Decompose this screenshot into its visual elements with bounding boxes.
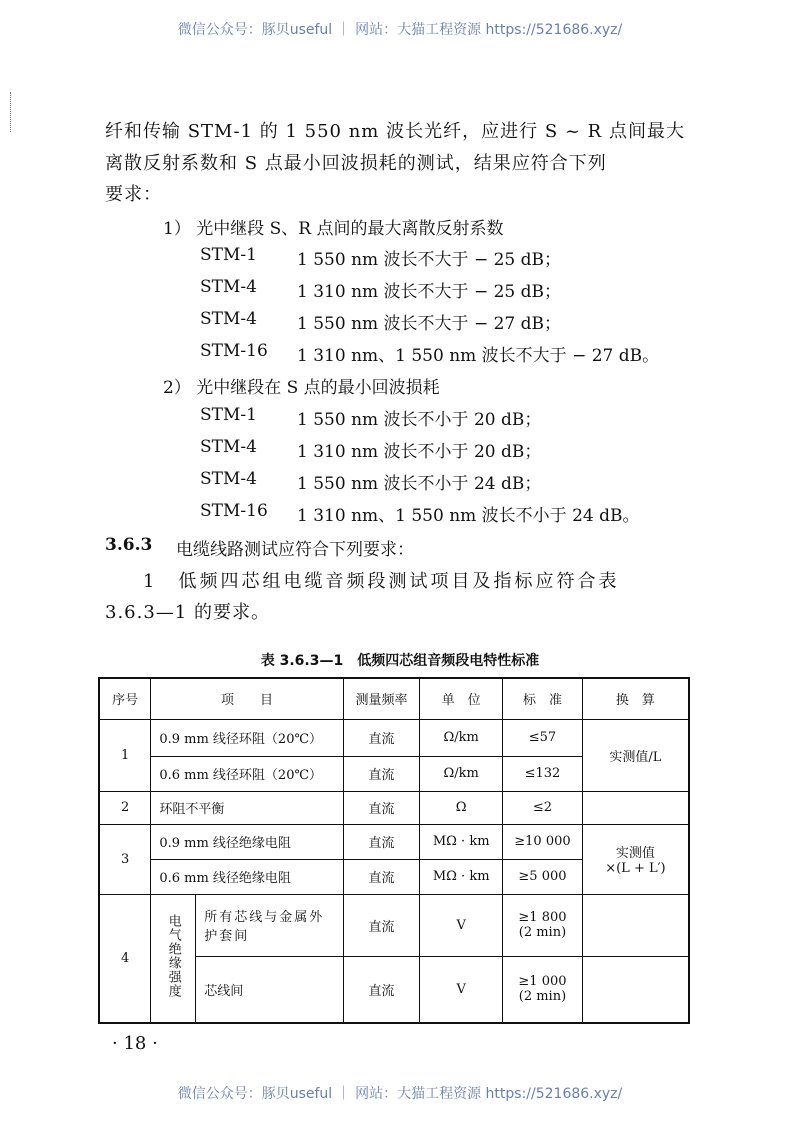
cell-freq: 直流 xyxy=(343,956,420,1023)
list-item-text: 1 550 nm 波长不小于 24 dB； xyxy=(297,474,542,494)
cell-no: 1 xyxy=(99,719,151,791)
cell-item: 0.6 mm 线径环阻（20℃） xyxy=(151,756,343,791)
cell-conversion: 实测值/L xyxy=(582,719,689,791)
section-number: 3.6.3 xyxy=(105,535,153,555)
cell-unit: MΩ · km xyxy=(420,859,503,894)
table-caption: 表 3.6.3—1 低频四芯组音频段电特性标准 xyxy=(260,653,540,669)
table-row xyxy=(99,824,689,859)
standard-duration: (2 min) xyxy=(518,925,567,940)
cell-unit: V xyxy=(420,956,503,1023)
cell-freq: 直流 xyxy=(343,791,420,824)
cell-unit: Ω/km xyxy=(420,756,503,791)
list-title: 2） 光中继段在 S 点的最小回波损耗 xyxy=(163,378,440,398)
header-cell: 项 目 xyxy=(151,678,343,719)
conversion-line: ×(L + L′) xyxy=(605,861,666,876)
page-number: · 18 · xyxy=(112,1033,158,1054)
cell-freq: 直流 xyxy=(343,719,420,756)
list-title: 1） 光中继段 S、R 点间的最大离散反射系数 xyxy=(163,219,504,239)
table-row xyxy=(99,791,689,824)
standard-value: ≥1 000 xyxy=(518,974,567,990)
header-cell: 序号 xyxy=(99,678,151,719)
cell-unit: V xyxy=(420,894,503,956)
cell-standard: ≤2 xyxy=(503,791,583,824)
watermark-top: 微信公众号：豚贝useful ｜ 网站：大猫工程资源 https://521686.xyz/ xyxy=(177,22,623,38)
standard-duration: (2 min) xyxy=(518,989,567,1005)
cell-standard xyxy=(503,956,583,1023)
cell-conversion xyxy=(582,791,689,824)
header-cell: 测量频率 xyxy=(343,678,420,719)
item-line: 3.6.3—1 的要求。 xyxy=(105,602,270,623)
cell-freq: 直流 xyxy=(343,756,420,791)
list-item-code: STM-1 xyxy=(200,245,257,265)
list-item-code: STM-1 xyxy=(200,405,257,425)
cell-standard: ≥10 000 xyxy=(503,824,583,859)
cell-conversion xyxy=(582,894,689,956)
cell-unit: Ω/km xyxy=(420,719,503,756)
section-text: 电缆线路测试应符合下列要求： xyxy=(176,540,414,560)
watermark-bottom: 微信公众号：豚贝useful ｜ 网站：大猫工程资源 https://521686.xyz/ xyxy=(177,1086,623,1102)
table-row xyxy=(99,719,689,756)
list-item-code: STM-16 xyxy=(200,501,268,521)
cell-no: 2 xyxy=(99,791,151,824)
cell-unit: MΩ · km xyxy=(420,824,503,859)
cell-no: 4 xyxy=(99,894,151,1023)
paragraph-line: 离散反射系数和 S 点最小回波损耗的测试，结果应符合下列 xyxy=(105,153,607,174)
list-item-code: STM-4 xyxy=(200,437,257,457)
cell-freq: 直流 xyxy=(343,824,420,859)
table-row xyxy=(99,894,689,956)
cell-freq: 直流 xyxy=(343,859,420,894)
cell-standard: ≥5 000 xyxy=(503,859,583,894)
group-label: 电气绝缘强度 xyxy=(165,914,181,999)
cell-standard: ≤132 xyxy=(503,756,583,791)
list-item-text: 1 550 nm 波长不大于 − 27 dB； xyxy=(297,314,562,334)
list-item-text: 1 310 nm 波长不大于 − 25 dB； xyxy=(297,282,562,302)
cell-item: 0.9 mm 线径环阻（20℃） xyxy=(151,719,343,756)
cell-standard xyxy=(503,894,583,956)
cell-group xyxy=(151,894,196,1023)
cell-unit: Ω xyxy=(420,791,503,824)
cell-item: 环阻不平衡 xyxy=(151,791,343,824)
cell-item: 芯线间 xyxy=(196,956,343,1023)
table-header-row xyxy=(99,678,689,719)
list-item-text: 1 310 nm、1 550 nm 波长不大于 − 27 dB。 xyxy=(297,346,660,366)
list-item-code: STM-16 xyxy=(200,341,268,361)
cell-item: 0.9 mm 线径绝缘电阻 xyxy=(151,824,343,859)
item-line: 1 低频四芯组电缆音频段测试项目及指标应符合表 xyxy=(143,571,620,592)
header-cell: 换 算 xyxy=(582,678,689,719)
header-cell: 单 位 xyxy=(420,678,503,719)
list-item-text: 1 550 nm 波长不大于 − 25 dB； xyxy=(297,250,562,270)
paragraph-line: 要求： xyxy=(105,184,162,205)
header-cell: 标 准 xyxy=(503,678,583,719)
paragraph-line: 纤和传输 STM-1 的 1 550 nm 波长光纤，应进行 S ~ R 点间最大 xyxy=(105,121,685,142)
cell-standard: ≤57 xyxy=(503,719,583,756)
binding-marks xyxy=(10,92,12,132)
standard-value: ≥1 800 xyxy=(518,910,567,925)
list-item-text: 1 310 nm、1 550 nm 波长不小于 24 dB。 xyxy=(297,506,640,526)
cell-item: 0.6 mm 线径绝缘电阻 xyxy=(151,859,343,894)
list-item-text: 1 310 nm 波长不小于 20 dB； xyxy=(297,442,542,462)
list-item-code: STM-4 xyxy=(200,469,257,489)
cell-conversion xyxy=(582,956,689,1023)
list-item-code: STM-4 xyxy=(200,277,257,297)
cell-freq: 直流 xyxy=(343,894,420,956)
spec-table xyxy=(98,677,690,1024)
cell-conversion xyxy=(582,824,689,894)
list-item-code: STM-4 xyxy=(200,309,257,329)
conversion-line: 实测值 xyxy=(615,846,655,861)
cell-item: 所有芯线与金属外护套间 xyxy=(196,894,343,956)
list-item-text: 1 550 nm 波长不小于 20 dB； xyxy=(297,410,542,430)
cell-no: 3 xyxy=(99,824,151,894)
